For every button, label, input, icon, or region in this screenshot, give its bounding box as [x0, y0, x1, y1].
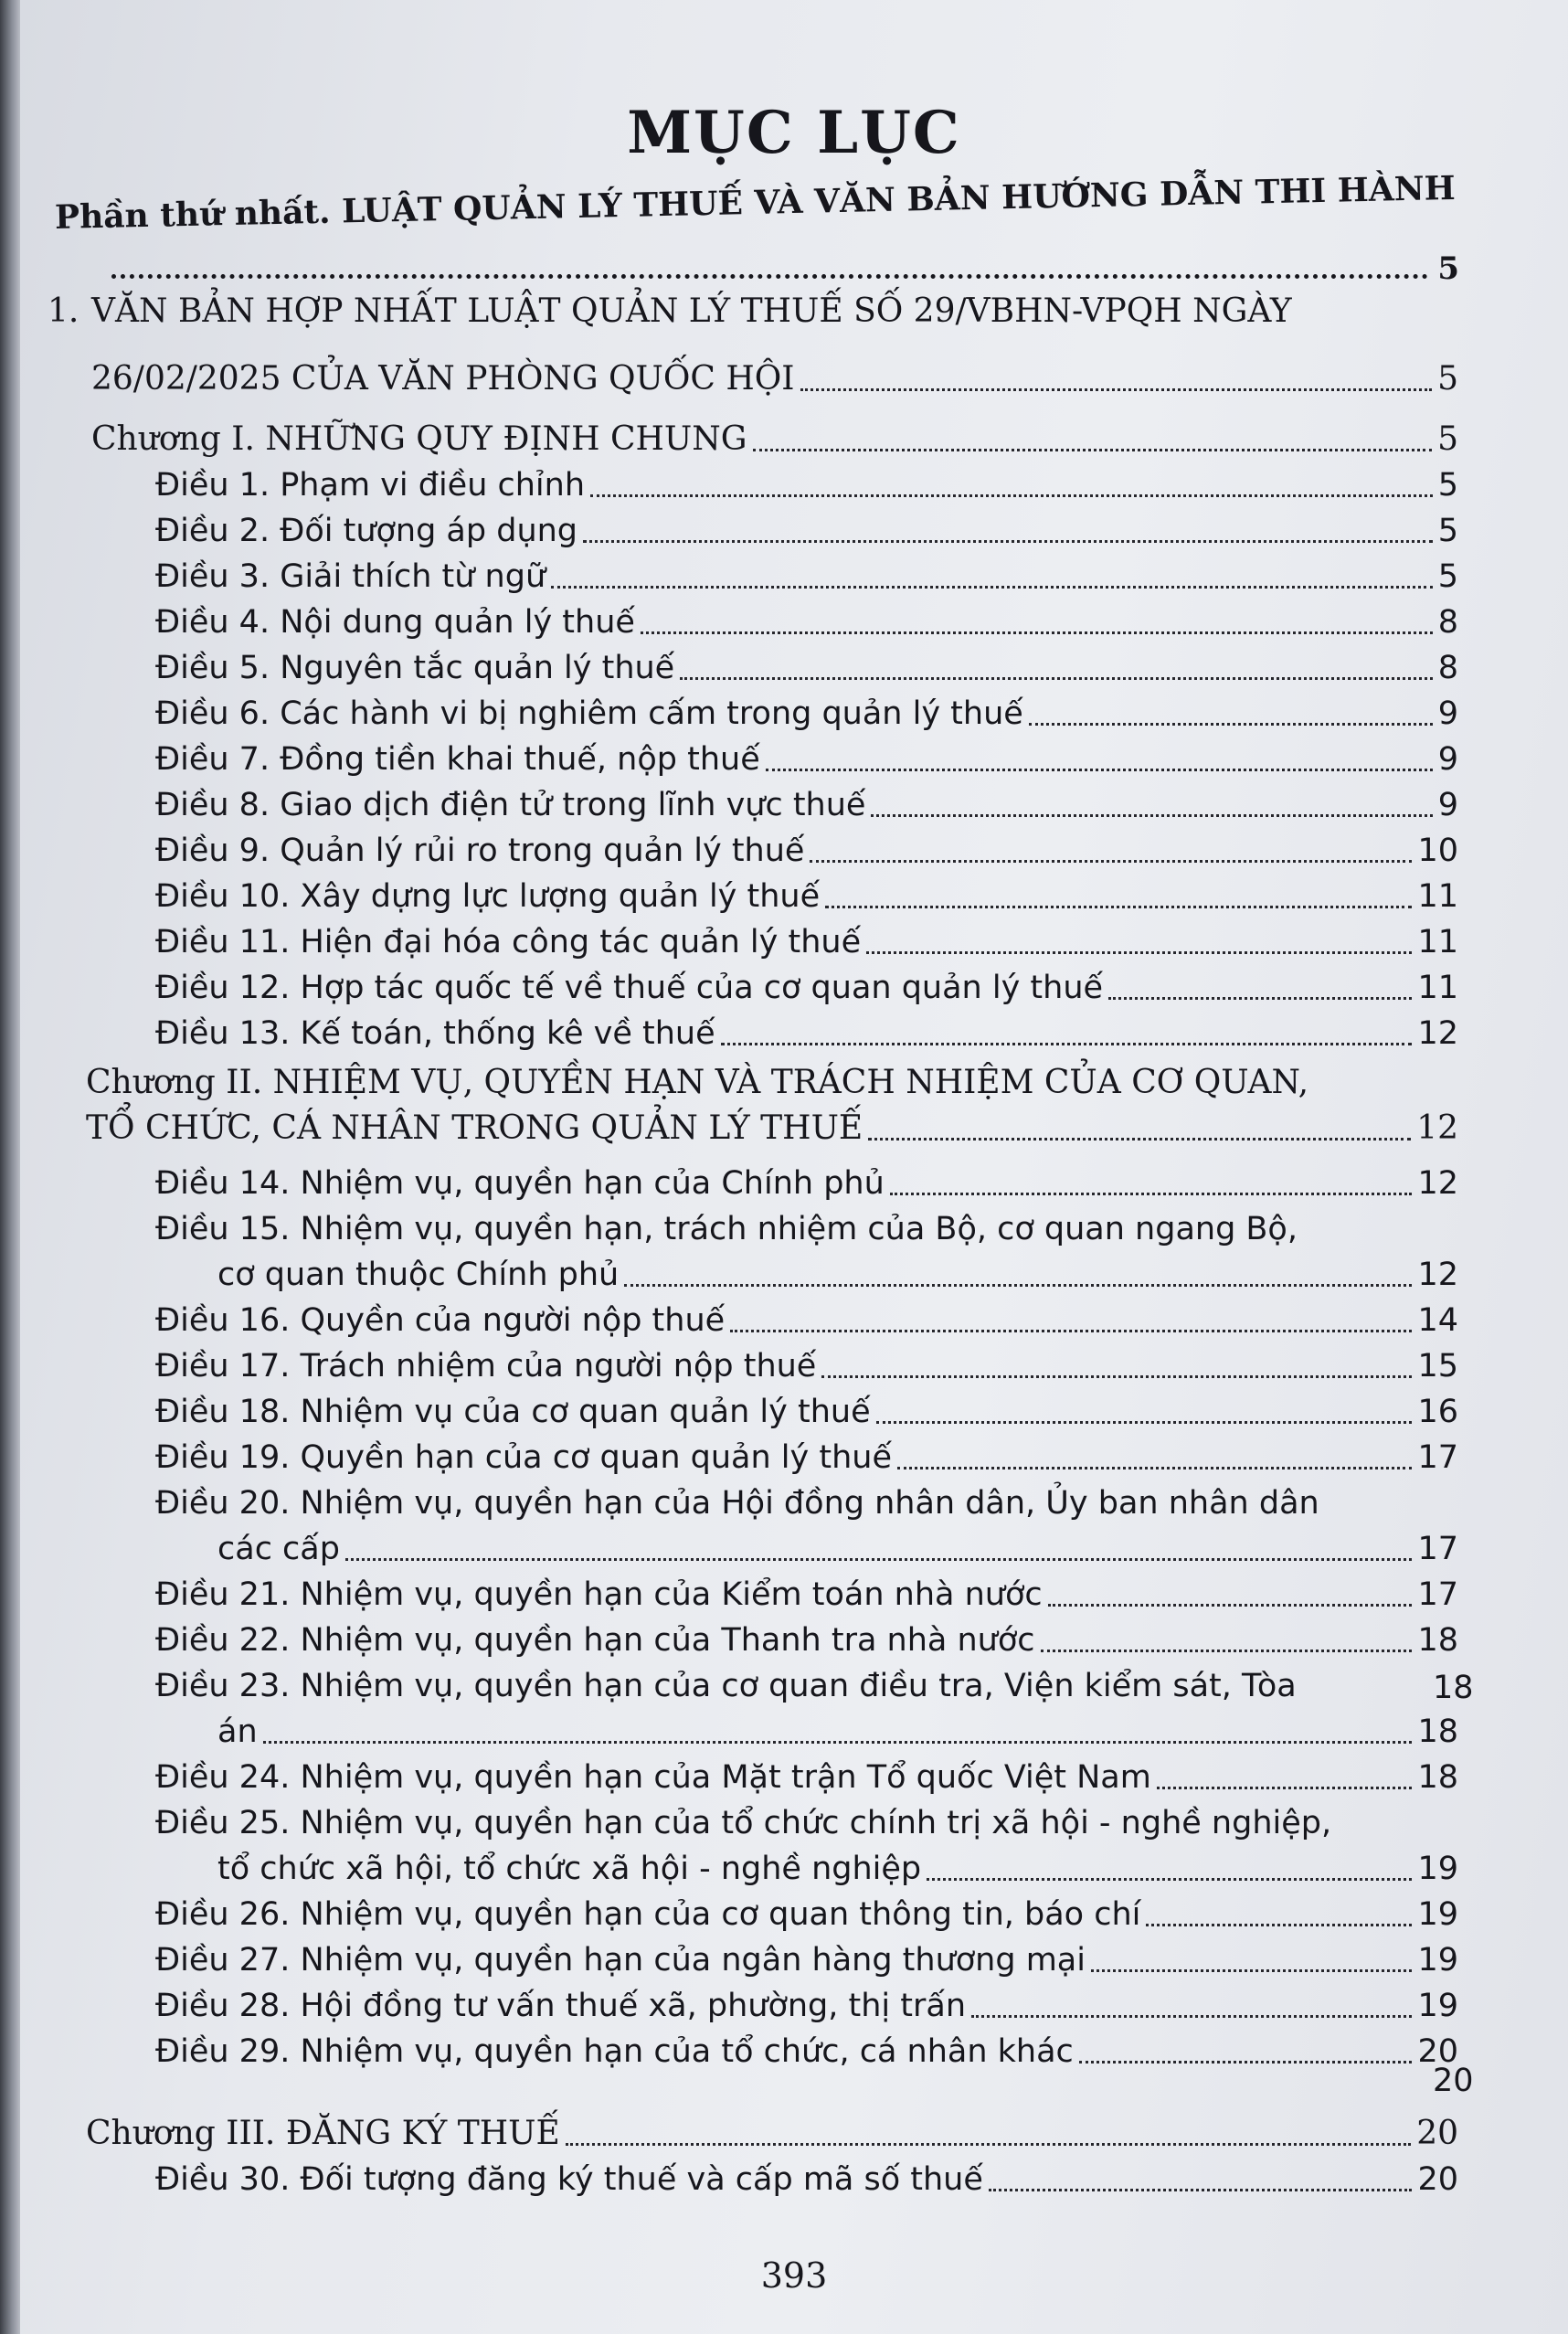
toc-entry-article-18[interactable] [155, 1391, 1458, 1433]
dot-leader [753, 449, 1433, 451]
toc-entry-label: Điều 22. Nhiệm vụ, quyền hạn của Thanh tra nhà nước [155, 1622, 1035, 1659]
toc-entry-article-10[interactable] [155, 875, 1458, 918]
toc-entry-article-13[interactable] [155, 1013, 1458, 1055]
page-ref: 12 [1417, 1015, 1458, 1052]
toc-entry-label: Điều 5. Nguyên tắc quản lý thuế [155, 650, 675, 686]
toc-entry-label: Điều 12. Hợp tác quốc tế về thuế của cơ quan quản lý thuế [155, 970, 1104, 1006]
toc-entry-article-4[interactable] [155, 601, 1458, 643]
dot-leader [551, 586, 1433, 589]
page-ref: 10 [1417, 833, 1458, 869]
page-ref: 18 [1417, 1622, 1458, 1659]
page-ref: 14 [1417, 1302, 1458, 1339]
page-ref: 12 [1416, 1109, 1458, 1147]
toc-entry-label: Điều 30. Đối tượng đăng ký thuế và cấp mã số thuế [155, 2161, 983, 2198]
dot-leader [566, 2143, 1411, 2146]
toc-entry-label: Điều 17. Trách nhiệm của người nộp thuế [155, 1348, 817, 1384]
dot-leader [1091, 1969, 1412, 1972]
toc-entry-article-16[interactable] [155, 1300, 1458, 1342]
toc-entry-label: Điều 13. Kế toán, thống kê về thuế [155, 1015, 715, 1052]
toc-entry-label: Điều 1. Phạm vi điều chỉnh [155, 467, 586, 504]
page-ref: 12 [1417, 1257, 1458, 1293]
toc-entry-article-27[interactable] [155, 1939, 1458, 1981]
dot-leader [624, 1284, 1412, 1287]
toc-entry-article-25-line1: Điều 25. Nhiệm vụ, quyền hạn của tổ chức chính trị xã hội - nghề nghiệp, [155, 1805, 1332, 1841]
dot-leader [1146, 1924, 1412, 1926]
toc-entry-article-30[interactable] [155, 2159, 1458, 2201]
toc-entry-article-20[interactable] [217, 1528, 1458, 1570]
toc-entry-label: Điều 26. Nhiệm vụ, quyền hạn của cơ quan thông tin, báo chí [155, 1896, 1141, 1933]
page-ref: 19 [1417, 1988, 1458, 2024]
toc-entry-article-9[interactable] [155, 830, 1458, 872]
toc-entry-label: Điều 8. Giao dịch điện tử trong lĩnh vực thuế [155, 787, 866, 823]
dot-leader [868, 1138, 1411, 1140]
toc-entry-article-25[interactable] [217, 1848, 1458, 1890]
toc-entry-article-3[interactable] [155, 556, 1458, 598]
toc-entry-article-26[interactable] [155, 1894, 1458, 1936]
dot-leader [876, 1421, 1413, 1424]
toc-entry-label: Điều 16. Quyền của người nộp thuế [155, 1302, 726, 1339]
page-ref: 17 [1417, 1531, 1458, 1567]
page-ref: 20 [1416, 2115, 1458, 2152]
toc-entry-label: Điều 28. Hội đồng tư vấn thuế xã, phường, thị trấn [155, 1988, 967, 2024]
toc-entry-label: Chương I. NHỮNG QUY ĐỊNH CHUNG [91, 420, 747, 458]
page-ref: 16 [1417, 1394, 1458, 1430]
toc-entry-label: Điều 6. Các hành vi bị nghiêm cấm trong quản lý thuế [155, 695, 1023, 732]
toc-entry-label: cơ quan thuộc Chính phủ [217, 1257, 620, 1293]
dot-leader [897, 1467, 1412, 1469]
toc-entry-label: Điều 24. Nhiệm vụ, quyền hạn của Mặt trận Tổ quốc Việt Nam [155, 1759, 1151, 1796]
toc-entry-label: Điều 27. Nhiệm vụ, quyền hạn của ngân hàng thương mại [155, 1942, 1086, 1979]
toc-entry-label: Điều 7. Đồng tiền khai thuế, nộp thuế [155, 741, 760, 778]
dot-leader [810, 860, 1412, 863]
dot-leader [989, 2189, 1413, 2191]
page-title: MỤC LỤC [627, 99, 961, 167]
page-ref: 19 [1417, 1942, 1458, 1979]
toc-entry-document[interactable] [91, 358, 1458, 400]
page-ref: 20 [1417, 2161, 1458, 2198]
toc-entry-label: các cấp [217, 1531, 340, 1567]
toc-entry-chapter-2-line1: Chương II. NHIỆM VỤ, QUYỀN HẠN VÀ TRÁCH NHIỆM CỦA CƠ QUAN, [86, 1064, 1309, 1101]
dot-leader [1108, 997, 1412, 1000]
page-ref: 19 [1417, 1896, 1458, 1933]
page-ref: 5 [1437, 558, 1458, 595]
toc-entry-label: 26/02/2025 CỦA VĂN PHÒNG QUỐC HỘI [91, 360, 795, 398]
toc-entry-article-20-line1: Điều 20. Nhiệm vụ, quyền hạn của Hội đồng nhân dân, Ủy ban nhân dân [155, 1485, 1319, 1522]
toc-entry-label: Điều 2. Đối tượng áp dụng [155, 513, 578, 549]
page-ref: 12 [1417, 1165, 1458, 1202]
book-page [20, 0, 1568, 2334]
dot-leader [871, 814, 1432, 817]
toc-entry-label: Điều 29. Nhiệm vụ, quyền hạn của tổ chức, cá nhân khác [155, 2033, 1074, 2070]
toc-entry-article-1[interactable] [155, 464, 1458, 506]
toc-entry-article-2[interactable] [155, 510, 1458, 552]
toc-entry-article-22[interactable] [155, 1619, 1458, 1661]
dot-leader [345, 1558, 1412, 1561]
toc-entry-label: Điều 14. Nhiệm vụ, quyền hạn của Chính phủ [155, 1165, 885, 1202]
dot-leader [1048, 1604, 1413, 1607]
toc-entry-chapter-2[interactable] [86, 1108, 1458, 1150]
dot-leader [821, 1375, 1412, 1378]
toc-entry-article-14[interactable] [155, 1162, 1458, 1204]
toc-entry-article-8[interactable] [155, 784, 1458, 826]
toc-entry-label: Điều 19. Quyền hạn của cơ quan quản lý thuế [155, 1439, 892, 1476]
page-ref: 11 [1417, 924, 1458, 960]
toc-entry-label: án [217, 1713, 258, 1750]
toc-entry-article-6[interactable] [155, 693, 1458, 735]
toc-entry-label: Điều 9. Quản lý rủi ro trong quản lý thuế [155, 833, 805, 869]
page-number: 393 [760, 2255, 828, 2296]
page-ref: 11 [1417, 878, 1458, 915]
dot-leader [263, 1741, 1413, 1744]
dot-leader [1041, 1650, 1413, 1652]
dot-leader [1079, 2061, 1413, 2063]
page-ref: 8 [1437, 604, 1458, 641]
toc-entry-label: Điều 4. Nội dung quản lý thuế [155, 604, 635, 641]
dot-leader [890, 1193, 1413, 1195]
dot-leader [680, 677, 1432, 680]
page-ref: 19 [1417, 1851, 1458, 1887]
page-ref: 17 [1417, 1576, 1458, 1613]
page-ref: 5 [1437, 420, 1458, 458]
toc-entry-article-7[interactable] [155, 738, 1458, 780]
toc-entry-chapter-1[interactable] [91, 419, 1458, 461]
toc-entry-article-17[interactable] [155, 1345, 1458, 1387]
toc-entry-label: TỔ CHỨC, CÁ NHÂN TRONG QUẢN LÝ THUẾ [86, 1109, 863, 1147]
dot-leader [766, 769, 1433, 771]
page-ref: 9 [1437, 741, 1458, 778]
toc-entry-article-23[interactable] [217, 1711, 1458, 1753]
dot-leader [721, 1043, 1413, 1045]
toc-entry-chapter-3[interactable] [86, 2113, 1458, 2155]
toc-entry-document-line1: VĂN BẢN HỢP NHẤT LUẬT QUẢN LÝ THUẾ SỐ 29/VBHN-VPQH NGÀY [91, 292, 1292, 330]
dot-leader [1157, 1787, 1413, 1789]
toc-entry-article-5[interactable] [155, 647, 1458, 689]
toc-entry-label: Điều 18. Nhiệm vụ của cơ quan quản lý thuế [155, 1394, 871, 1430]
dot-leader [730, 1330, 1412, 1332]
page-ref: 18 [1417, 1713, 1458, 1750]
page-ref: 18 [1417, 1759, 1458, 1796]
dot-leader [866, 951, 1412, 954]
toc-entry-label: Điều 10. Xây dựng lực lượng quản lý thuế [155, 878, 821, 915]
toc-entry-article-19[interactable] [155, 1437, 1458, 1479]
toc-entry-label: tổ chức xã hội, tổ chức xã hội - nghề nghiệp [217, 1851, 922, 1887]
toc-entry-article-15-line1: Điều 15. Nhiệm vụ, quyền hạn, trách nhiệm của Bộ, cơ quan ngang Bộ, [155, 1211, 1298, 1247]
toc-entry-document-number: 1. [48, 292, 79, 330]
page-ref: 15 [1417, 1348, 1458, 1384]
toc-entry-label: Điều 3. Giải thích từ ngữ [155, 558, 546, 595]
page-ref: 8 [1437, 650, 1458, 686]
dot-leader [583, 540, 1433, 543]
toc-entry-article-12[interactable] [155, 967, 1458, 1009]
part-heading: Phần thứ nhất. LUẬT QUẢN LÝ THUẾ VÀ VĂN BẢN HƯỚNG DẪN THI HÀNH [54, 168, 1457, 237]
page-ref: 5 [1437, 467, 1458, 504]
dot-leader [927, 1878, 1412, 1881]
dot-leader [825, 906, 1412, 908]
page-ref: 17 [1417, 1439, 1458, 1476]
dot-leader [971, 2015, 1412, 2018]
dot-leader [1029, 723, 1433, 726]
page-ref: 5 [1437, 513, 1458, 549]
table-of-contents [20, 0, 1568, 2334]
toc-entry-label: Chương III. ĐĂNG KÝ THUẾ [86, 2115, 560, 2152]
toc-entry-label: Điều 11. Hiện đại hóa công tác quản lý thuế [155, 924, 862, 960]
toc-entry-article-28[interactable] [155, 1985, 1458, 2027]
page-ref: 20 [1433, 2063, 1474, 2099]
page-ref: 18 [1433, 1670, 1474, 1706]
page-ref: 9 [1437, 695, 1458, 732]
page-ref: 11 [1417, 970, 1458, 1006]
page-ref: 20 [1417, 2033, 1458, 2070]
page-ref: 5 [1437, 250, 1459, 287]
dot-leader [590, 494, 1433, 497]
toc-entry-article-29[interactable] [155, 2031, 1458, 2073]
dot-leader [800, 388, 1433, 391]
toc-entry-article-15[interactable] [217, 1254, 1458, 1296]
toc-entry-label: Điều 21. Nhiệm vụ, quyền hạn của Kiểm toán nhà nước [155, 1576, 1043, 1613]
toc-entry-article-24[interactable] [155, 1756, 1458, 1798]
page-ref: 5 [1437, 360, 1458, 398]
book-spine [0, 0, 20, 2334]
page-ref: 9 [1437, 787, 1458, 823]
toc-entry-article-23-line1: Điều 23. Nhiệm vụ, quyền hạn của cơ quan điều tra, Viện kiểm sát, Tòa [155, 1668, 1297, 1704]
toc-entry-article-21[interactable] [155, 1574, 1458, 1616]
dot-leader [641, 631, 1433, 634]
toc-entry-article-11[interactable] [155, 921, 1458, 963]
